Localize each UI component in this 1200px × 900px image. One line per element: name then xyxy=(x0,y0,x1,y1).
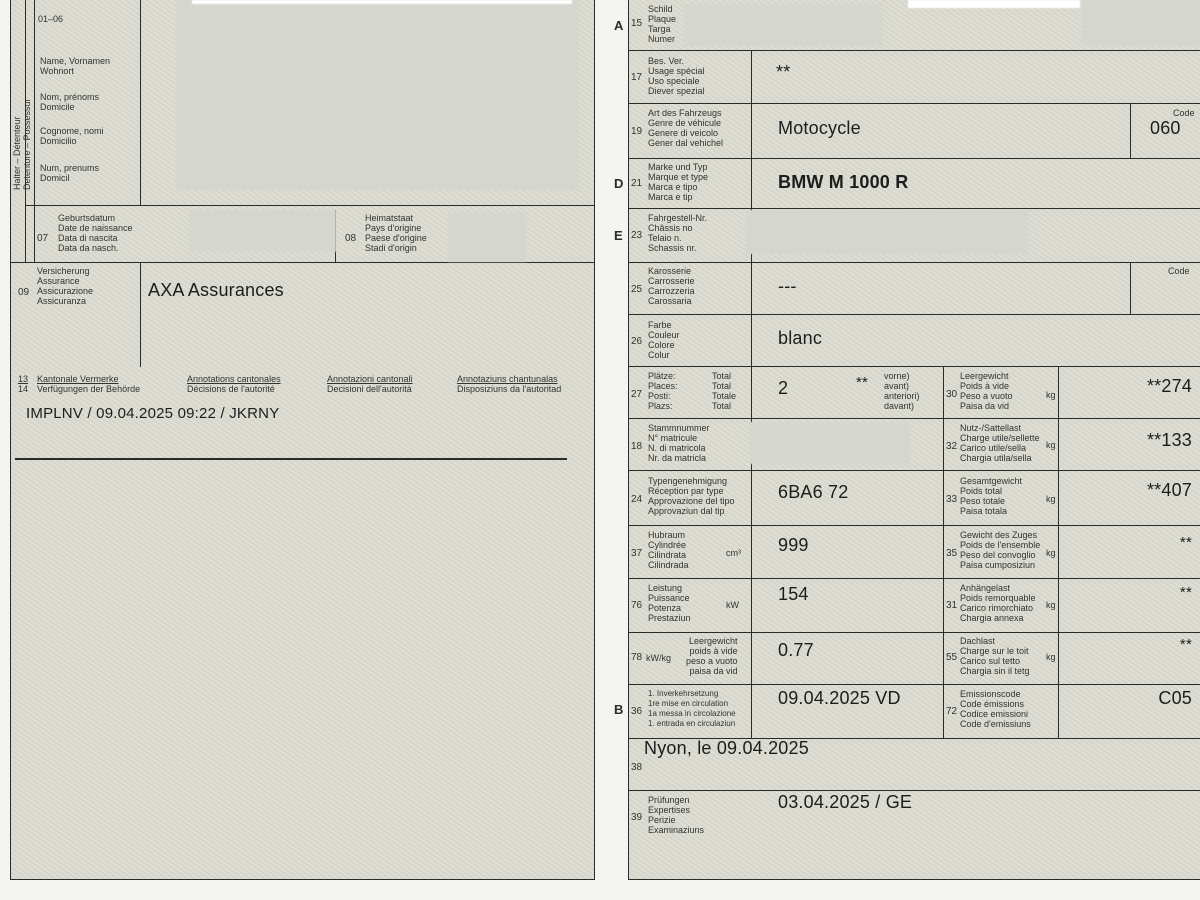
field-35-number: 35 xyxy=(946,548,958,559)
row-line xyxy=(628,208,1200,209)
field-13-number: 13 xyxy=(18,374,29,384)
holder-name-label-rm: Num, prenums Domicil xyxy=(40,163,100,183)
make-type-value: BMW M 1000 R xyxy=(778,172,909,192)
type-approval-value: 6BA6 72 xyxy=(778,482,849,502)
origin-label: Heimatstaat Pays d'origine Paese d'origine Stadi d'origin xyxy=(365,213,427,253)
holder-name-label-it: Cognome, nomi Domicilio xyxy=(40,126,104,146)
annot-label-it-bottom: Decisioni dell'autorità xyxy=(327,384,412,394)
divider xyxy=(25,205,595,206)
field-30-number: 30 xyxy=(946,389,958,400)
row-line xyxy=(628,790,1200,791)
row-line xyxy=(628,314,1200,315)
divider xyxy=(15,458,567,460)
roof-load-unit: kg xyxy=(1046,652,1056,662)
row-line xyxy=(628,418,1200,419)
insurance-value: AXA Assurances xyxy=(148,280,284,300)
divider xyxy=(140,0,141,205)
field-26-number: 26 xyxy=(631,336,643,347)
color-label: Farbe Couleur Colore Colur xyxy=(648,320,680,360)
row-line xyxy=(628,684,1200,685)
annot-label-de-bottom: Verfügungen der Behörde xyxy=(37,384,141,394)
left-page xyxy=(10,0,595,880)
pair-divider xyxy=(943,366,944,738)
redacted-chassis xyxy=(746,210,1028,254)
towing-load-value: ** xyxy=(1179,584,1192,601)
special-use-value: ** xyxy=(776,62,791,82)
redacted-holder-name xyxy=(176,0,578,190)
field-15-number: 15 xyxy=(631,18,643,29)
special-use-label: Bes. Ver. Usage spécial Uso speciale Diever spezial xyxy=(648,56,705,96)
field-55-number: 55 xyxy=(946,652,958,663)
towing-load-label: Anhängelast Poids remorquable Carico rimorchiato Chargia annexa xyxy=(960,583,1036,623)
divider xyxy=(10,262,595,263)
displacement-unit: cm³ xyxy=(726,548,741,558)
field-19-number: 19 xyxy=(631,126,643,137)
total-weight-label: Gesamtgewicht Poids total Peso totale Paisa totala xyxy=(960,476,1023,516)
divider xyxy=(140,262,141,367)
row-line xyxy=(628,632,1200,633)
body-code-label: Code xyxy=(1168,266,1190,276)
field-38-number: 38 xyxy=(631,762,643,773)
train-weight-unit: kg xyxy=(1046,548,1056,558)
redacted-plate xyxy=(684,4,882,46)
left-border xyxy=(10,0,11,880)
row-line xyxy=(628,525,1200,526)
holder-side-label: Halter – Détenteur Detentore – Possessur xyxy=(12,98,32,190)
label-divider xyxy=(751,50,752,738)
field-37-number: 37 xyxy=(631,548,643,559)
payload-label: Nutz-/Sattellast Charge utile/sellette Carico utile/sella Chargia utila/sella xyxy=(960,423,1040,463)
field-14-number: 14 xyxy=(18,384,29,394)
field-17-number: 17 xyxy=(631,72,643,83)
code-box-divider xyxy=(1130,262,1131,314)
code-box-divider xyxy=(1130,103,1131,158)
vehicle-kind-value: Motocycle xyxy=(778,118,861,138)
power-weight-value: 0.77 xyxy=(778,640,814,660)
inspections-label: Prüfungen Expertises Perizie Examinaziuns xyxy=(648,795,705,835)
section-d-letter: D xyxy=(614,176,624,191)
field-07-number: 07 xyxy=(37,233,49,244)
color-value: blanc xyxy=(778,328,823,348)
plate-label: Schild Plaque Targa Numer xyxy=(648,4,677,44)
annot-label-it-top: Annotazioni cantonali xyxy=(327,374,413,384)
inspections-value: 03.04.2025 / GE xyxy=(778,792,913,812)
field-23-number: 23 xyxy=(631,230,643,241)
payload-value: **133 xyxy=(1146,430,1192,450)
redacted-birthdate xyxy=(190,210,336,252)
annot-label-rm-top: Annotaziuns chantunalas xyxy=(457,374,558,384)
power-weight-label: Leergewicht poids à vide peso a vuoto paisa da vid xyxy=(686,636,738,676)
row-line xyxy=(628,366,1200,367)
field-01-06-code: 01–06 xyxy=(38,14,64,24)
vehicle-kind-label: Art des Fahrzeugs Genre de véhicule Genere di veicolo Gener dal vehichel xyxy=(648,108,724,148)
row-line xyxy=(628,103,1200,104)
code-label: Code xyxy=(1173,108,1195,118)
pair-divider xyxy=(1058,366,1059,738)
birthdate-label: Geburtsdatum Date de naissance Data di nascita Data da nasch. xyxy=(58,213,133,253)
annot-label-fr-top: Annotations cantonales xyxy=(187,374,281,384)
holder-name-label-fr: Nom, prénoms Domicile xyxy=(40,92,100,112)
field-24-number: 24 xyxy=(631,494,643,505)
chassis-label: Fahrgestell-Nr. Châssis no Telaio n. Schassis nr. xyxy=(648,213,708,253)
field-09-number: 09 xyxy=(18,287,30,298)
row-line xyxy=(628,578,1200,579)
row-line xyxy=(628,262,1200,263)
emission-code-label: Emissionscode Code émissions Codice emissioni Code d'emissiuns xyxy=(960,689,1031,729)
right-border xyxy=(594,0,595,880)
seats-label: Plätze: Places: Posti: Plazs: xyxy=(648,371,678,411)
row-line xyxy=(628,158,1200,159)
train-weight-label: Gewicht des Zuges Poids de l'ensemble Peso del convoglio Paisa cumposiziun xyxy=(960,530,1041,570)
field-18-number: 18 xyxy=(631,441,643,452)
seats-total-label: Total Total Totale Total xyxy=(712,371,737,411)
field-39-number: 39 xyxy=(631,812,643,823)
seats-front-value: ** xyxy=(856,374,869,391)
power-value: 154 xyxy=(778,584,809,604)
field-32-number: 32 xyxy=(946,441,958,452)
emission-code-value: C05 xyxy=(1158,688,1192,708)
section-a-letter: A xyxy=(614,18,624,33)
section-b-letter: B xyxy=(614,702,624,717)
body-label: Karosserie Carrosserie Carrozzeria Carossaria xyxy=(648,266,695,306)
displacement-label: Hubraum Cylindrée Cilindrata Cilindrada xyxy=(648,530,689,570)
vehicle-kind-code: 060 xyxy=(1150,118,1181,138)
field-27-number: 27 xyxy=(631,389,643,400)
field-25-number: 25 xyxy=(631,284,643,295)
bottom-border xyxy=(628,879,1200,880)
field-72-number: 72 xyxy=(946,706,958,717)
total-weight-value: **407 xyxy=(1146,480,1192,500)
curb-weight-label: Leergewicht Poids à vide Peso a vuoto Paisa da vid xyxy=(960,371,1013,411)
section-e-letter: E xyxy=(614,228,623,243)
field-78-number: 78 xyxy=(631,652,643,663)
annot-label-fr-bottom: Décisions de l'autorité xyxy=(187,384,275,394)
divider xyxy=(34,0,35,262)
redacted-matriculation xyxy=(750,422,910,464)
left-border xyxy=(628,0,629,880)
row-line xyxy=(628,50,1200,51)
curb-weight-value: **274 xyxy=(1146,376,1192,396)
annot-label-rm-bottom: Disposiziuns da l'autoritad xyxy=(457,384,562,394)
roof-load-label: Dachlast Charge sur le toit Carico sul tetto Chargia sin il tetg xyxy=(960,636,1030,676)
seats-total-value: 2 xyxy=(778,378,789,398)
redacted-top-strip xyxy=(908,0,1080,8)
right-page xyxy=(614,0,1200,880)
field-08-number: 08 xyxy=(345,233,357,244)
seats-front-label: vorne) avant) anteriori) davant) xyxy=(884,371,920,411)
redacted-top-strip xyxy=(192,0,572,4)
annotation-value: IMPLNV / 09.04.2025 09:22 / JKRNY xyxy=(26,405,280,422)
place-date-value: Nyon, le 09.04.2025 xyxy=(644,738,809,758)
field-31-number: 31 xyxy=(946,600,958,611)
annot-label-de-top: Kantonale Vermerke xyxy=(37,374,119,384)
field-33-number: 33 xyxy=(946,494,958,505)
curb-weight-unit: kg xyxy=(1046,390,1056,400)
redacted-plate-right xyxy=(1082,0,1200,46)
displacement-value: 999 xyxy=(778,535,809,555)
power-weight-unit: kW/kg xyxy=(646,653,672,663)
field-36-number: 36 xyxy=(631,706,643,717)
matriculation-label: Stammnummer N° matricule N. di matricola Nr. da matricla xyxy=(648,423,710,463)
field-21-number: 21 xyxy=(631,178,643,189)
bottom-border xyxy=(10,879,595,880)
redacted-origin xyxy=(448,212,526,262)
train-weight-value: ** xyxy=(1179,534,1192,551)
type-approval-label: Typengenehmigung Réception par type Approvazione del tipo Approvaziun dal tip xyxy=(648,476,735,516)
first-registration-value: 09.04.2025 VD xyxy=(778,688,901,708)
make-type-label: Marke und Typ Marque et type Marca e tipo Marca e tip xyxy=(648,162,709,202)
power-unit: kW xyxy=(726,600,739,610)
power-label: Leistung Puissance Potenza Prestaziun xyxy=(648,583,691,623)
roof-load-value: ** xyxy=(1179,636,1192,653)
payload-unit: kg xyxy=(1046,440,1056,450)
holder-name-label-de: Name, Vornamen Wohnort xyxy=(40,56,111,76)
total-weight-unit: kg xyxy=(1046,494,1056,504)
towing-load-unit: kg xyxy=(1046,600,1056,610)
row-line xyxy=(628,470,1200,471)
body-value: --- xyxy=(778,276,797,296)
field-76-number: 76 xyxy=(631,600,643,611)
insurance-label: Versicherung Assurance Assicurazione Assicuranza xyxy=(37,266,94,306)
first-registration-label: 1. Inverkehrsetzung 1re mise en circulation 1a messa in circolazione 1. entrada en circulaziun xyxy=(648,689,736,728)
